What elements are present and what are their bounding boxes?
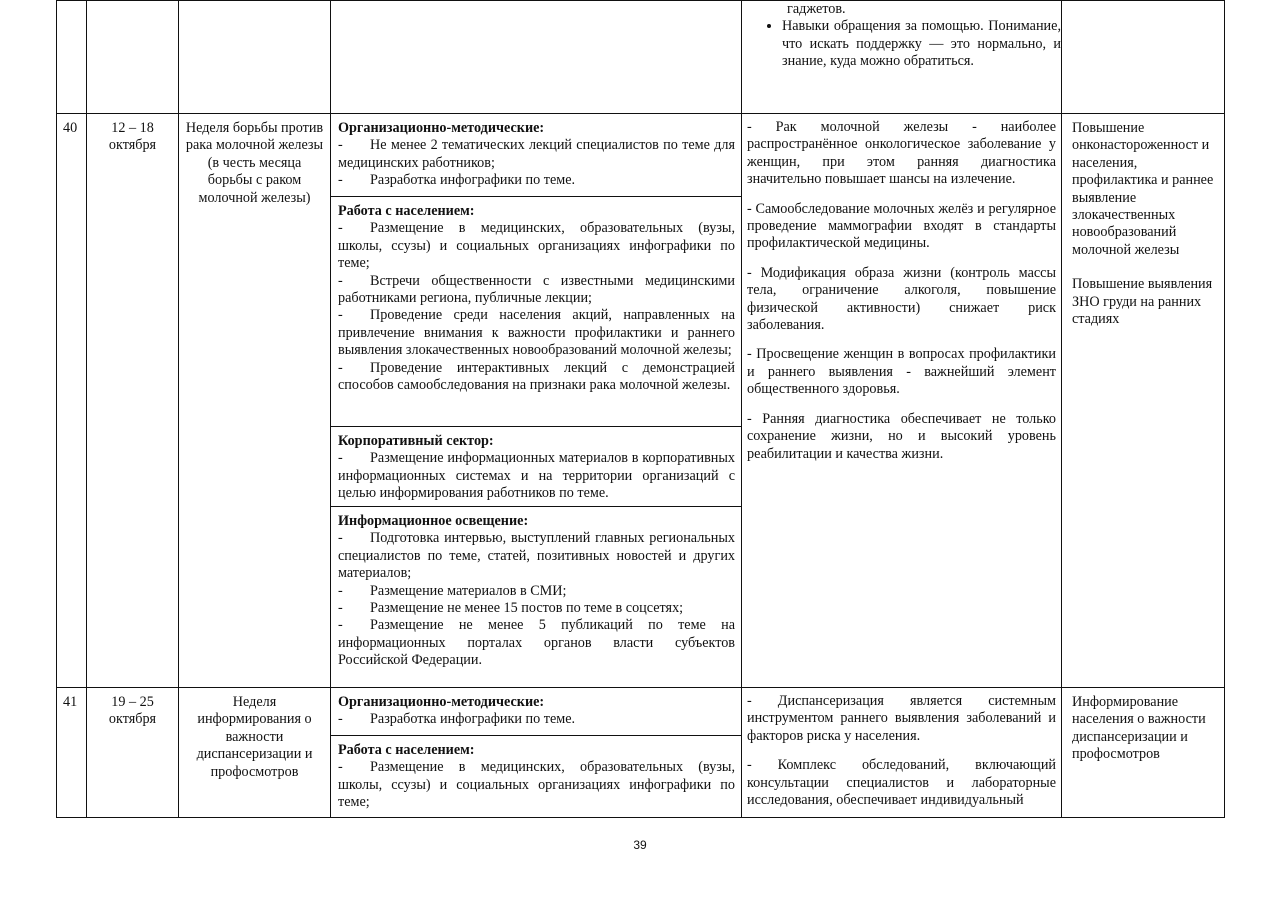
list-item: - Проведение среди населения акций, направленных на привлечение внимания к важности профилактики и раннего выявления злокачественных новообразований молочной железы; bbox=[338, 307, 735, 359]
table-row-40 bbox=[57, 114, 1225, 688]
list-item: • Навыки обращения за помощью. Понимание, что искать поддержку — это нормально, и знание, куда можно обратиться. bbox=[782, 18, 1061, 70]
table-row-continuation bbox=[57, 1, 1225, 114]
list-item: - Размещение информационных материалов в корпоративных информационных системах и на территории организаций с целью информирования работников по теме. bbox=[338, 450, 735, 502]
cell-goals bbox=[1062, 688, 1225, 818]
cell-content bbox=[742, 114, 1062, 688]
list-item: - Размещение материалов в СМИ; bbox=[338, 582, 567, 599]
activity-block-population bbox=[331, 736, 741, 816]
dates-text: 19 – 25 октября bbox=[108, 694, 157, 728]
block-title: Корпоративный сектор: bbox=[338, 433, 494, 449]
events-table bbox=[56, 0, 1225, 818]
content-paragraph: - Рак молочной железы - наиболее распространённое онкологическое заболевание у женщин, при этом ранняя диагностика значительно повышает шансы на излечение. bbox=[747, 119, 1056, 188]
list-item: - Размещение в медицинских, образовательных (вузы, школы, ссузы) и социальных организациях инфографики по теме; bbox=[338, 220, 735, 272]
block-title: Организационно-методические: bbox=[338, 120, 545, 136]
cell-dates bbox=[87, 114, 179, 688]
list-item: - Подготовка интервью, выступлений главных региональных специалистов по теме, статей, позитивных новостей и других материалов; bbox=[338, 530, 735, 582]
page-number: 39 bbox=[633, 838, 647, 852]
continuation-line: гаджетов. bbox=[787, 1, 846, 17]
list-item: - Размещение в медицинских, образовательных (вузы, школы, ссузы) и социальных организациях инфографики по теме; bbox=[338, 759, 735, 811]
cell-number: 40 bbox=[57, 114, 87, 688]
cell-content bbox=[742, 688, 1062, 818]
cell-activities bbox=[331, 1, 742, 114]
block-title: Работа с населением: bbox=[338, 742, 475, 758]
cell-goals bbox=[1062, 1, 1225, 114]
cell-dates bbox=[87, 688, 179, 818]
table-row-41 bbox=[57, 688, 1225, 818]
list-item: - Проведение интерактивных лекций с демонстрацией способов самообследования на признаки рака молочной железы. bbox=[338, 359, 735, 394]
activity-block-population bbox=[331, 197, 741, 427]
activity-block-org bbox=[331, 688, 741, 736]
list-item: - Встречи общественности с известными медицинскими работниками региона, публичные лекции; bbox=[338, 272, 735, 307]
goal-paragraph: Повышение выявления ЗНО груди на ранних стадиях bbox=[1072, 276, 1213, 328]
cell-theme bbox=[179, 1, 331, 114]
cell-number bbox=[57, 1, 87, 114]
content-paragraph: - Модификация образа жизни (контроль массы тела, ограничение алкоголя, повышение физической активности) снижает риск заболевания. bbox=[747, 264, 1056, 334]
document-page bbox=[56, 0, 1224, 818]
content-paragraph: - Самообследование молочных желёз и регулярное проведение маммографии входят в стандарты профилактической медицины. bbox=[747, 200, 1056, 252]
cell-goals bbox=[1062, 114, 1225, 688]
cell-activities bbox=[331, 114, 742, 688]
list-item: - Разработка инфографики по теме. bbox=[338, 172, 576, 189]
content-paragraph: - Диспансеризация является системным инструментом раннего выявления заболеваний и факторов риска у населения. bbox=[747, 693, 1056, 744]
content-paragraph: - Просвещение женщин в вопросах профилактики и раннего выявления - важнейший элемент общественного здоровья. bbox=[747, 346, 1056, 398]
activity-block-media bbox=[331, 507, 741, 674]
cell-activities bbox=[331, 688, 742, 818]
block-title: Информационное освещение: bbox=[338, 513, 529, 529]
cell-theme: Неделя информирования о важности диспансеризации и профосмотров bbox=[179, 688, 331, 818]
goal-paragraph: Повышение онконастороженност и населения, профилактика и раннее выявление злокачественных новообразований молочной железы bbox=[1072, 120, 1214, 258]
goal-paragraph: Информирование населения о важности диспансеризации и профосмотров bbox=[1072, 694, 1206, 763]
cell-number: 41 bbox=[57, 688, 87, 818]
content-paragraph: - Комплекс обследований, включающий консультации специалистов и лабораторные исследования, обеспечивает индивидуальный bbox=[747, 757, 1056, 809]
block-title: Организационно-методические: bbox=[338, 694, 545, 710]
cell-theme: Неделя борьбы против рака молочной железы (в честь месяца борьбы с раком молочной железы) bbox=[179, 114, 331, 688]
block-title: Работа с населением: bbox=[338, 203, 475, 219]
list-item: - Размещение не менее 5 публикаций по теме на информационных порталах органов власти субъектов Российской Федерации. bbox=[338, 617, 735, 669]
cell-dates bbox=[87, 1, 179, 114]
content-paragraph: - Ранняя диагностика обеспечивает не только сохранение жизни, но и высокий уровень реабилитации и качества жизни. bbox=[747, 410, 1056, 462]
list-item: - Размещение не менее 15 постов по теме в соцсетях; bbox=[338, 600, 684, 617]
activity-block-corporate bbox=[331, 427, 741, 507]
activity-block-org bbox=[331, 114, 741, 197]
continuation-bullets bbox=[742, 18, 1061, 70]
list-item: - Не менее 2 тематических лекций специалистов по теме для медицинских работников; bbox=[338, 137, 735, 171]
list-item: - Разработка инфографики по теме. bbox=[338, 711, 576, 728]
cell-content bbox=[742, 1, 1062, 114]
dates-text: 12 – 18 октября bbox=[108, 120, 157, 154]
